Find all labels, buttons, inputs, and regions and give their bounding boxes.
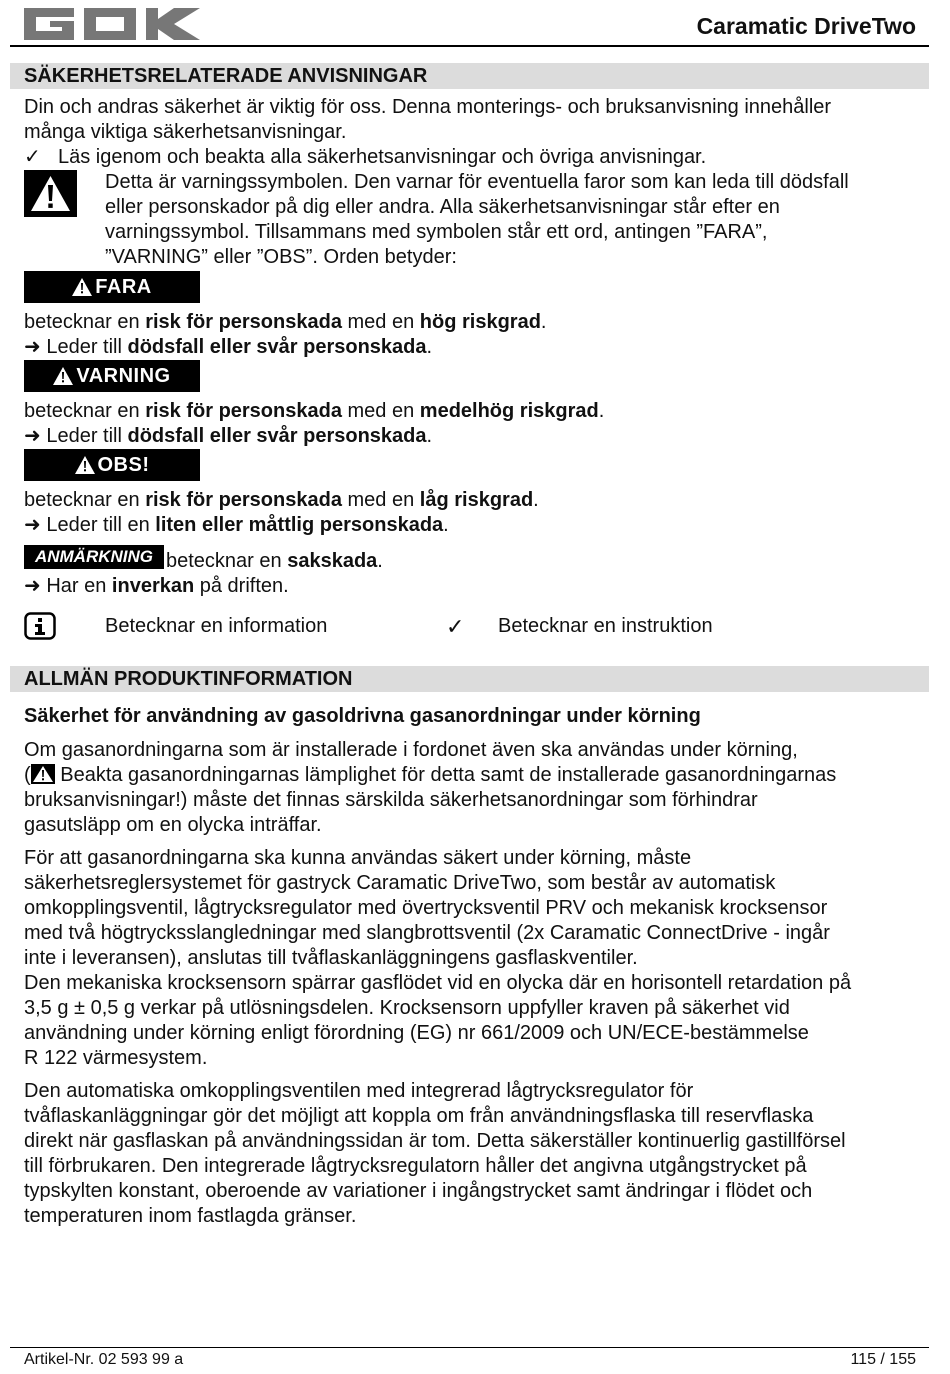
page-number: 115 / 155	[850, 1351, 916, 1368]
gok-logo	[24, 8, 200, 40]
paragraph-line: säkerhetsreglersystemet för gastryck Caramatic DriveTwo, som består av automatisk	[24, 872, 776, 894]
info-legend-label: Betecknar en information	[105, 615, 328, 637]
paragraph-line: omkopplingsventil, lågtrycksregulator med övertrycksventil PRV och mekanisk krocksensor	[24, 897, 828, 919]
paragraph-line: direkt när gasflaskan på användningssidan är tom. Detta säkerställer kontinuerlig gastillförsel	[24, 1130, 846, 1152]
fara-badge: FARA	[24, 271, 200, 303]
varning-consequence: ➜ Leder till dödsfall eller svår personskada.	[24, 425, 433, 447]
anmarkning-consequence: ➜ Har en inverkan på driften.	[24, 575, 289, 597]
fara-description: betecknar en risk för personskada med en hög riskgrad.	[24, 311, 547, 333]
obs-consequence: ➜ Leder till en liten eller måttlig personskada.	[24, 514, 449, 536]
intro-text: Din och andras säkerhet är viktig för oss. Denna monterings- och bruksanvisning innehåller	[24, 96, 832, 118]
header-rule	[10, 45, 929, 47]
warning-text: eller personskador på dig eller andra. Alla säkerhetsanvisningar står efter en	[105, 196, 780, 218]
product-title: Caramatic DriveTwo	[696, 13, 916, 39]
warning-text: ”VARNING” eller ”OBS”. Orden betyder:	[105, 246, 457, 268]
paragraph-line: gasutsläpp om en olycka inträffar.	[24, 814, 322, 836]
check-icon: ✓	[446, 614, 465, 639]
varning-badge: VARNING	[24, 360, 200, 392]
section-title: ALLMÄN PRODUKTINFORMATION	[24, 668, 353, 690]
anmarkning-badge: ANMÄRKNING	[24, 545, 164, 569]
read-instruction: ✓ Läs igenom och beakta alla säkerhetsanvisningar och övriga anvisningar.	[24, 146, 707, 168]
arrow-right-icon: ➜	[24, 425, 41, 447]
paragraph-line: 3,5 g ± 0,5 g verkar på utlösningsdelen. Krocksensorn uppfyller kraven på säkerhet vid	[24, 997, 790, 1019]
subsection-title: Säkerhet för användning av gasoldrivna gasanordningar under körning	[24, 705, 701, 727]
paragraph-line: Om gasanordningarna som är installerade i fordonet även ska användas under körning,	[24, 739, 798, 761]
paragraph-line: inte i leveransen), anslutas till tvåflaskanläggningens gasflaskventiler.	[24, 947, 638, 969]
paragraph-line: För att gasanordningarna ska kunna användas säkert under körning, måste	[24, 847, 692, 869]
paragraph-line: temperaturen inom fastlagda gränser.	[24, 1205, 357, 1227]
obs-description: betecknar en risk för personskada med en låg riskgrad.	[24, 489, 539, 511]
fara-consequence: ➜ Leder till dödsfall eller svår personskada.	[24, 336, 433, 358]
article-number: Artikel-Nr. 02 593 99 a	[24, 1351, 184, 1368]
paragraph-line: användning under körning enligt förordning (EG) nr 661/2009 och UN/ECE-bestämmelse	[24, 1022, 809, 1044]
paragraph-line: ( Beakta gasanordningarnas lämplighet för detta samt de installerade gasanordningarnas	[24, 764, 837, 786]
info-box-icon	[24, 612, 56, 640]
paragraph-line: typskylten konstant, oberoende av variationer i ingångstrycket samt ändringar i flödet och	[24, 1180, 813, 1202]
arrow-right-icon: ➜	[24, 575, 41, 597]
warning-triangle-icon	[75, 456, 95, 474]
obs-badge: OBS!	[24, 449, 200, 481]
warning-triangle-icon	[31, 764, 55, 784]
check-icon: ✓	[24, 146, 41, 168]
paragraph-line: till förbrukaren. Den integrerade lågtrycksregulatorn håller det angivna utgångstrycket på	[24, 1155, 807, 1177]
arrow-right-icon: ➜	[24, 336, 41, 358]
paragraph-line: R 122 värmesystem.	[24, 1047, 208, 1069]
warning-text: Detta är varningssymbolen. Den varnar för eventuella faror som kan leda till dödsfall	[105, 171, 849, 193]
paragraph-line: med två högtrycksslangledningar med slangbrottsventil (2x Caramatic ConnectDrive - ingår	[24, 922, 830, 944]
paragraph-line: tvåflaskanläggningar gör det möjligt att koppla om från användningsflaska till reservflaska	[24, 1105, 814, 1127]
warning-text: varningssymbol. Tillsammans med symbolen står ett ord, antingen ”FARA”,	[105, 221, 768, 243]
warning-triangle-icon	[72, 278, 92, 296]
instruction-legend-label: Betecknar en instruktion	[498, 615, 713, 637]
paragraph-line: bruksanvisningar!) måste det finnas särskilda säkerhetsanordningar som förhindrar	[24, 789, 758, 811]
warning-triangle-icon	[53, 367, 73, 385]
arrow-right-icon: ➜	[24, 514, 41, 536]
footer-rule	[10, 1347, 929, 1348]
warning-triangle-icon	[24, 170, 77, 217]
varning-description: betecknar en risk för personskada med en medelhög riskgrad.	[24, 400, 605, 422]
paragraph-line: Den mekaniska krocksensorn spärrar gasflödet vid en olycka där en horisontell retardation på	[24, 972, 852, 994]
paragraph-line: Den automatiska omkopplingsventilen med integrerad lågtrycksregulator för	[24, 1080, 694, 1102]
section-title: SÄKERHETSRELATERADE ANVISNINGAR	[24, 65, 428, 87]
anmarkning-description: betecknar en sakskada.	[166, 550, 383, 572]
intro-text: många viktiga säkerhetsanvisningar.	[24, 121, 347, 143]
